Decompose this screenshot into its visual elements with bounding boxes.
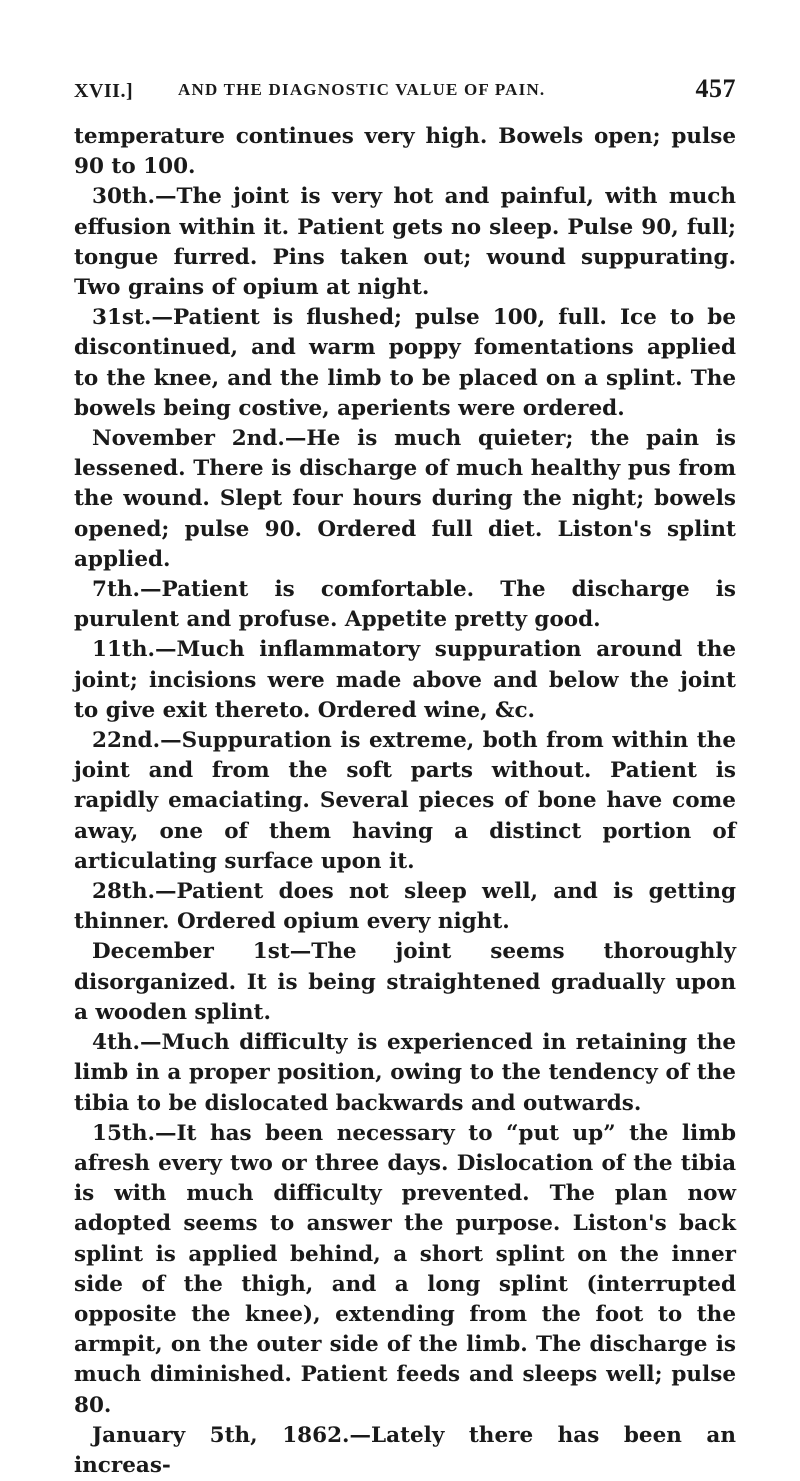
paragraph: temperature continues very high. Bowels open; pulse 90 to 100. [74,124,736,180]
paragraph: 7th.—Patient is comfortable. The discharge is purulent and profuse. Appetite pretty good. [74,577,736,633]
paragraph: November 2nd.—He is much quieter; the pain is lessened. There is discharge of much healthy pus from the wound. Slept four hours during the night; bowels opened; pulse 90. Ordered full diet. Liston's splint applied. [74,426,736,572]
book-page [74,72,736,1481]
paragraph: 22nd.—Suppuration is extreme, both from within the joint and from the soft parts without. Patient is rapidly emaciating. Several pieces of bone have come away, one of them having a distinct portion of articulating surface upon it. [74,728,736,874]
paragraph: 30th.—The joint is very hot and painful, with much effusion within it. Patient gets no sleep. Pulse 90, full; tongue furred. Pins taken out; wound suppurating. Two grains of opium at night. [74,184,736,301]
paragraph: 28th.—Patient does not sleep well, and is getting thinner. Ordered opium every night. [74,879,736,935]
paragraph: 15th.—It has been necessary to “put up” the limb afresh every two or three days. Dislocation of the tibia is with much difficulty prevented. The plan now adopted seems to answer the purpose. Liston's back splint is applied behind, a short splint on the inner side of the thigh, and a long splint (interrupted opposite the knee), extending from the foot to the armpit, on the outer side of the limb. The discharge is much diminished. Patient feeds and sleeps well; pulse 80. [74,1120,736,1418]
body-text [74,122,736,1481]
paragraph: 31st.—Patient is flushed; pulse 100, full. Ice to be discontinued, and warm poppy fomentations applied to the knee, and the limb to be placed on a splint. The bowels being costive, aperients were ordered. [74,305,736,421]
paragraph: 11th.—Much inflammatory suppuration around the joint; incisions were made above and below the joint to give exit thereto. Ordered wine, &c. [74,637,736,723]
running-title: AND THE DIAGNOSTIC VALUE OF PAIN. [178,80,546,99]
chapter-number: XVII.] [74,80,134,102]
paragraph: December 1st—The joint seems thoroughly disorganized. It is being straightened gradually upon a wooden splint. [74,939,736,1025]
paragraph: 4th.—Much difficulty is experienced in retaining the limb in a proper position, owing to the tendency of the tibia to be dislocated backwards and outwards. [74,1030,736,1116]
page-number: 457 [695,74,736,103]
running-head [74,72,736,110]
paragraph: January 5th, 1862.—Lately there has been an increas- [74,1422,736,1478]
